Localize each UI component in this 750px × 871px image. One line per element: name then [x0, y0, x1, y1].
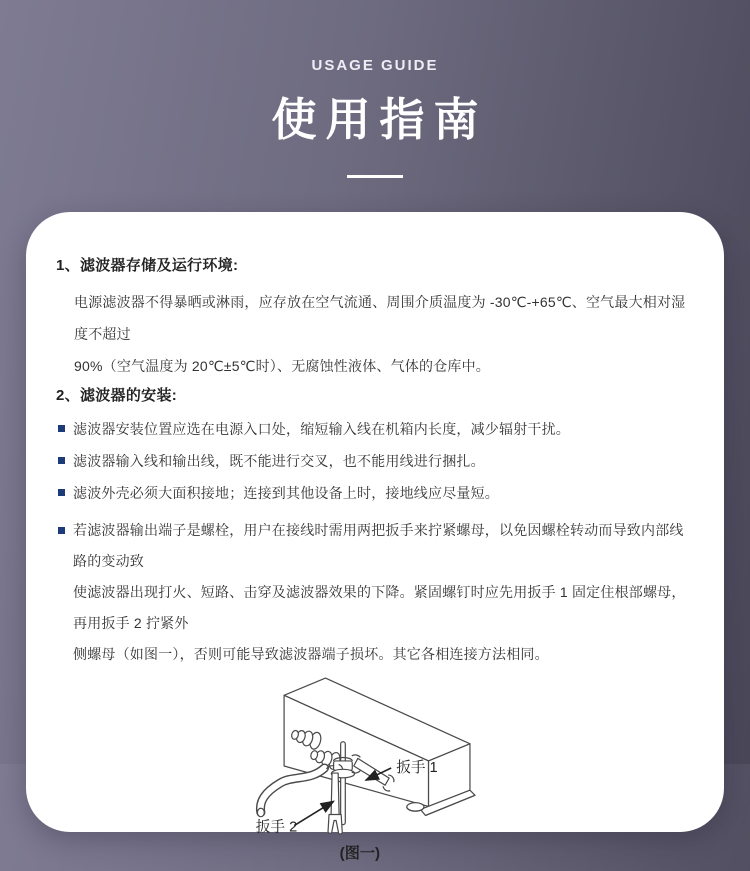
title-divider — [347, 175, 403, 178]
figure-1 — [210, 668, 540, 871]
install-bullet-list — [56, 419, 694, 670]
cable-drawing — [257, 768, 324, 817]
bullet-square-icon — [58, 457, 65, 464]
terminal-stud — [341, 742, 346, 825]
hero-eyebrow: USAGE GUIDE — [311, 57, 439, 74]
page-title: 使用指南 — [271, 94, 488, 145]
paragraph-line: 90%（空气温度为 20℃±5℃时）、无腐蚀性液体、气体的仓库中。 — [74, 358, 490, 374]
list-item — [58, 419, 694, 439]
wrench2-arrow — [294, 801, 333, 825]
bullet-text: 滤波器安装位置应选在电源入口处，缩短输入线在机箱内长度，减少辐射干扰。 — [73, 421, 570, 437]
figure-caption: (图一) — [339, 844, 381, 862]
paragraph-line: 电源滤波器不得暴晒或淋雨，应存放在空气流通、周围介质温度为 -30℃-+65℃、空气最大相对湿度不超过 — [74, 294, 686, 342]
filter-box-drawing — [257, 678, 475, 834]
wrench1-label: 扳手 1 — [396, 760, 438, 777]
hero-header — [0, 0, 750, 178]
filter-wrench-diagram — [210, 668, 540, 866]
usage-guide-card — [26, 212, 724, 862]
bullet-line: 侧螺母（如图一），否则可能导致滤波器端子损坏。其它各相连接方法相同。 — [73, 646, 549, 662]
bullet-text-multiline — [73, 515, 694, 670]
section1-paragraph — [74, 286, 694, 382]
wrench2-label: 扳手 2 — [255, 819, 298, 836]
bullet-square-icon — [58, 489, 65, 496]
bullet-square-icon — [58, 527, 65, 534]
bullet-line: 使滤波器出现打火、短路、击穿及滤波器效果的下降。紧固螺钉时应先用扳手 1 固定住根部螺母，再用扳手 2 拧紧外 — [73, 584, 686, 631]
section1-heading: 1、滤波器存储及运行环境: — [56, 257, 239, 274]
list-item — [58, 483, 694, 503]
bullet-line: 若滤波器输出端子是螺栓，用户在接线时需用两把扳手来拧紧螺母，以免因螺栓转动而导致内部线路的变动致 — [73, 522, 684, 569]
list-item — [58, 515, 694, 670]
bullet-square-icon — [58, 425, 65, 432]
section2-heading: 2、滤波器的安装: — [56, 387, 178, 404]
bullet-text: 滤波器输入线和输出线，既不能进行交叉，也不能用线进行捆扎。 — [73, 453, 485, 469]
bullet-text: 滤波外壳必须大面积接地；连接到其他设备上时，接地线应尽量短。 — [73, 485, 499, 501]
list-item — [58, 451, 694, 471]
